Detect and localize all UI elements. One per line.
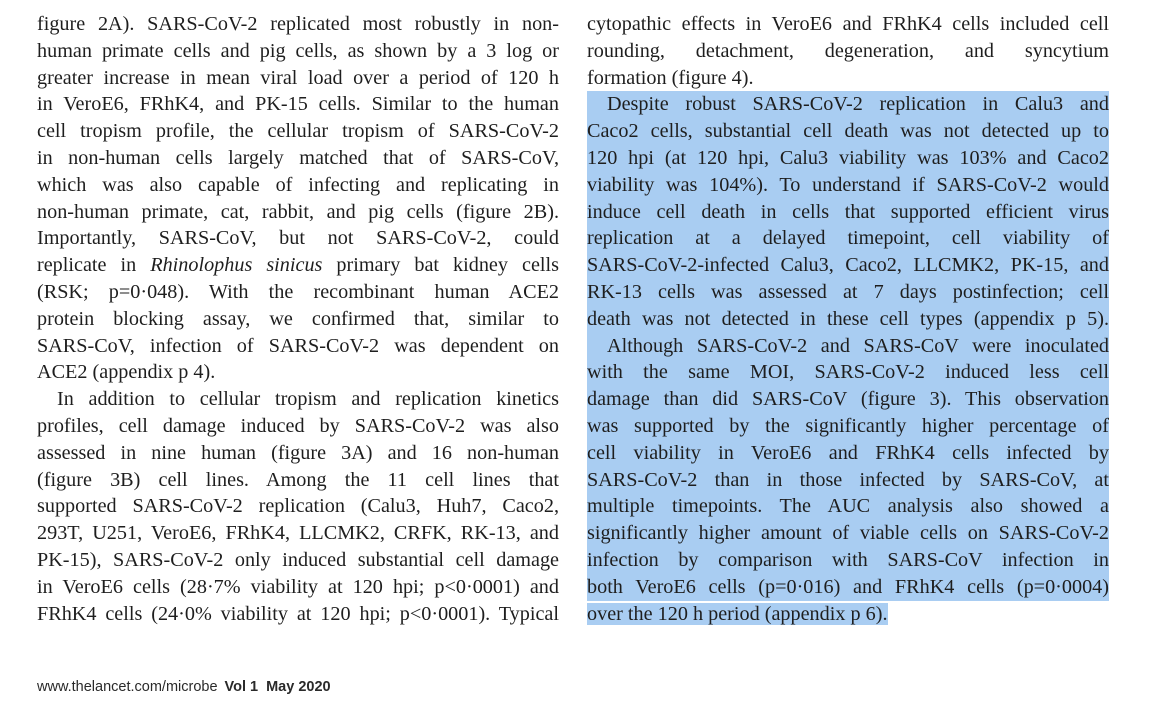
selected-paragraph-start-line[interactable]: Despite robust SARS-CoV-2 replication in Calu3 and	[587, 91, 1109, 118]
selected-text-line[interactable]: significantly higher amount of viable cells on SARS-CoV-2	[587, 520, 1109, 547]
text-line-with-species	[37, 252, 559, 279]
text-line: 293T, U251, VeroE6, FRhK4, LLCMK2, CRFK, RK-13, and	[37, 522, 559, 545]
issue-date: May 2020	[266, 679, 331, 695]
text-line: PK-15), SARS-CoV-2 only induced substantial cell damage	[37, 548, 559, 571]
text-line: in VeroE6, FRhK4, and PK-15 cells. Similar to the human	[37, 93, 559, 116]
text-line: in non-human cells largely matched that of SARS-CoV,	[37, 146, 559, 169]
text-line: SARS-CoV, infection of SARS-CoV-2 was dependent on	[37, 334, 559, 357]
text-line: (figure 3B) cell lines. Among the 11 cell lines that	[37, 468, 559, 491]
selected-text-line[interactable]: viability was 104%). To understand if SARS-CoV-2 would	[587, 172, 1109, 199]
text-line: in VeroE6 cells (28·7% viability at 120 hpi; p<0·0001) and	[37, 575, 559, 598]
selected-text-line[interactable]: cell viability in VeroE6 and FRhK4 cells infected by	[587, 440, 1109, 467]
right-column	[587, 11, 1109, 627]
page-footer	[37, 679, 331, 695]
text-line: FRhK4 cells (24·0% viability at 120 hpi; p<0·0001). Typical	[37, 602, 559, 625]
selected-text-line[interactable]: damage than did SARS-CoV (figure 3). This observation	[587, 386, 1109, 413]
text-line: cytopathic effects in VeroE6 and FRhK4 cells included cell	[587, 13, 1109, 35]
selected-text-span[interactable]: over the 120 h period (appendix p 6).	[587, 602, 888, 625]
selected-text-line[interactable]: RK-13 cells was assessed at 7 days postinfection; cell	[587, 279, 1109, 306]
selected-last-line[interactable]	[587, 601, 1109, 628]
text-line: cell tropism profile, the cellular tropism of SARS-CoV-2	[37, 120, 559, 143]
text-span: primary bat kidney cells	[322, 254, 559, 277]
text-span: replicate in	[37, 254, 151, 277]
selected-text-line[interactable]: 120 hpi (at 120 hpi, Calu3 viability was 103% and Caco2	[587, 145, 1109, 172]
text-line: human primate cells and pig cells, as shown by a 3 log or	[37, 39, 559, 62]
selected-text-line[interactable]: SARS-CoV-2 than in those infected by SARS-CoV, at	[587, 467, 1109, 494]
text-line: supported SARS-CoV-2 replication (Calu3, Huh7, Caco2,	[37, 495, 559, 518]
journal-url: www.thelancet.com/microbe	[37, 679, 218, 695]
selected-text-line[interactable]: both VeroE6 cells (p=0·016) and FRhK4 cells (p=0·0004)	[587, 574, 1109, 601]
text-line: protein blocking assay, we confirmed that, similar to	[37, 307, 559, 330]
text-line: greater increase in mean viral load over a period of 120 h	[37, 66, 559, 89]
text-line: formation (figure 4).	[587, 66, 754, 89]
selected-text-line[interactable]: infection by comparison with SARS-CoV infection in	[587, 547, 1109, 574]
selected-text-line[interactable]: multiple timepoints. The AUC analysis also showed a	[587, 493, 1109, 520]
selected-text-line[interactable]: replication at a delayed timepoint, cell viability of	[587, 225, 1109, 252]
text-line: profiles, cell damage induced by SARS-CoV-2 was also	[37, 414, 559, 437]
selected-paragraph-start-line[interactable]: Although SARS-CoV-2 and SARS-CoV were inoculated	[587, 333, 1109, 360]
selected-text-line[interactable]: with the same MOI, SARS-CoV-2 induced less cell	[587, 359, 1109, 386]
text-line: figure 2A). SARS-CoV-2 replicated most robustly in non-	[37, 13, 559, 35]
species-name: Rhinolophus sinicus	[150, 254, 323, 277]
text-line: assessed in nine human (figure 3A) and 16 non-human	[37, 441, 559, 464]
text-line: which was also capable of infecting and replicating in	[37, 173, 559, 196]
text-line: rounding, detachment, degeneration, and syncytium	[587, 39, 1109, 62]
text-line: ACE2 (appendix p 4).	[37, 361, 216, 384]
paragraph-start-line: In addition to cellular tropism and replication kinetics	[57, 388, 559, 411]
selected-text-line[interactable]: SARS-CoV-2-infected Calu3, Caco2, LLCMK2, PK-15, and	[587, 252, 1109, 279]
text-line: (RSK; p=0·048). With the recombinant human ACE2	[37, 280, 559, 303]
volume-label: Vol 1	[224, 679, 259, 695]
selected-text-line[interactable]: induce cell death in cells that supported efficient virus	[587, 199, 1109, 226]
selected-text-line[interactable]: Caco2 cells, substantial cell death was not detected up to	[587, 118, 1109, 145]
selected-text-line[interactable]: death was not detected in these cell types (appendix p 5).	[587, 306, 1109, 333]
selected-text-line[interactable]: was supported by the significantly higher percentage of	[587, 413, 1109, 440]
left-column	[37, 11, 559, 627]
text-line: non-human primate, cat, rabbit, and pig cells (figure 2B).	[37, 200, 559, 223]
text-line: Importantly, SARS-CoV, but not SARS-CoV-2, could	[37, 227, 559, 250]
